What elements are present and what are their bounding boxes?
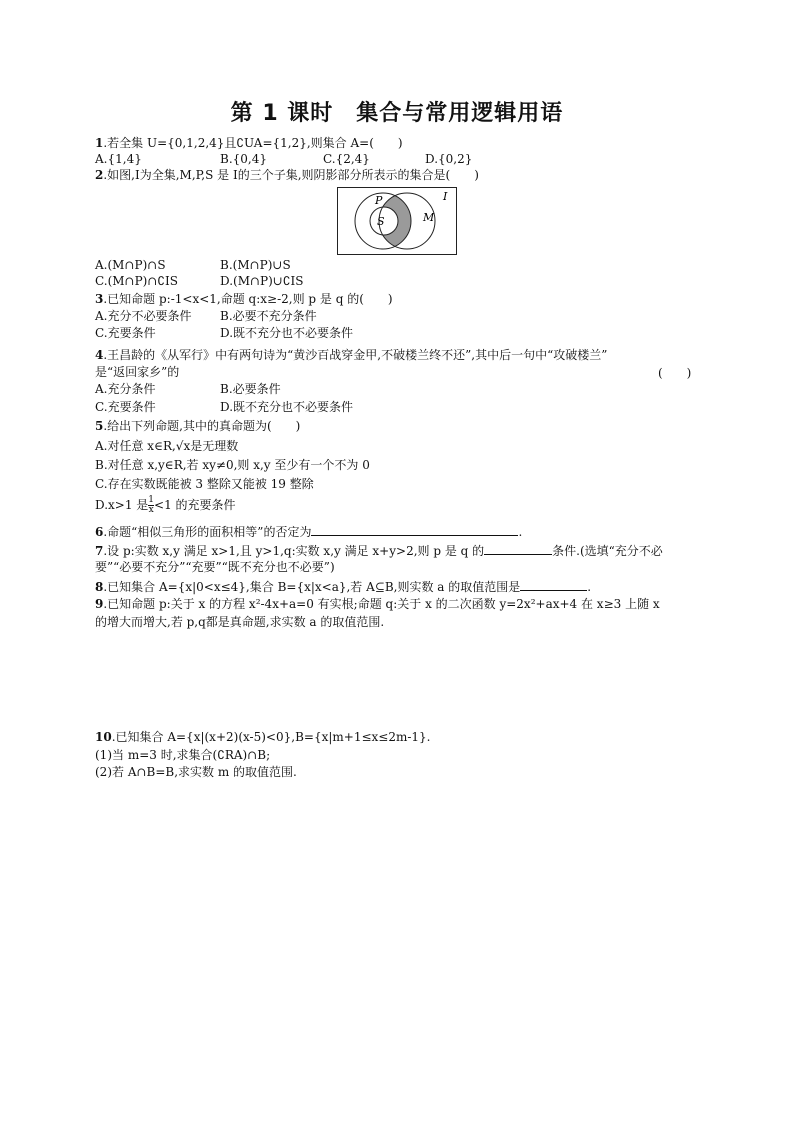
- option-b: B.对任意 x,y∈R,若 xy≠0,则 x,y 至少有一个不为 0: [95, 458, 370, 472]
- option-d-prefix: D.x>1 是: [95, 498, 149, 512]
- question-10-part-2: (2)若 A∩B=B,求实数 m 的取值范围.: [95, 765, 297, 779]
- label-s: S: [377, 215, 385, 228]
- option-c: C.充要条件: [95, 400, 156, 414]
- period: .: [518, 525, 523, 539]
- question-text: .给出下列命题,其中的真命题为( ): [103, 419, 301, 433]
- option-c: C.充要条件: [95, 326, 156, 340]
- option-a: A.{1,4}: [95, 152, 142, 166]
- question-number: 9: [95, 597, 104, 611]
- question-text: .王昌龄的《从军行》中有两句诗为“黄沙百战穿金甲,不破楼兰终不还”,其中后一句中“攻破楼兰”: [103, 348, 608, 362]
- question-number: 7: [95, 544, 104, 558]
- answer-blank[interactable]: [520, 578, 587, 591]
- label-i: I: [443, 190, 448, 203]
- option-d-suffix: <1 的充要条件: [154, 498, 236, 512]
- question-6: [95, 523, 522, 540]
- question-text: .若全集 U={0,1,2,4}且∁UA={1,2},则集合 A=( ): [103, 136, 403, 150]
- question-9: [95, 596, 660, 612]
- question-4-line-2: 是“返回家乡”的: [95, 365, 180, 379]
- question-number: 10: [95, 730, 112, 744]
- question-text: .命题“相似三角形的面积相等”的否定为: [103, 525, 312, 539]
- question-1: [95, 135, 403, 151]
- question-text-after: 条件.(选填“充分不必: [552, 544, 663, 558]
- question-10-part-1: (1)当 m=3 时,求集合(∁RA)∩B;: [95, 748, 271, 762]
- option-d: D.(M∩P)∪∁IS: [220, 274, 304, 288]
- question-text: .已知命题 p:关于 x 的方程 x²-4x+a=0 有实根;命题 q:关于 x 的二次函数 y=2x²+ax+4 在 x≥3 上随 x: [103, 597, 660, 611]
- question-7-line-2: 要”“必要不充分”“充要”“既不充分也不必要”): [95, 560, 335, 574]
- question-number: 3: [95, 292, 104, 306]
- question-number: 5: [95, 419, 104, 433]
- option-c: C.(M∩P)∩∁IS: [95, 274, 178, 288]
- question-text: .如图,I为全集,M,P,S 是 I的三个子集,则阴影部分所表示的集合是( ): [103, 168, 479, 182]
- option-a: A.充分不必要条件: [95, 309, 192, 323]
- option-c: C.{2,4}: [323, 152, 370, 166]
- venn-diagram: [337, 187, 457, 255]
- option-d: D.既不充分也不必要条件: [220, 326, 354, 340]
- question-8: [95, 578, 591, 595]
- question-text: .已知集合 A={x|0<x≤4},集合 B={x|x<a},若 A⊆B,则实数 a 的取值范围是: [103, 580, 521, 594]
- option-b: B.必要条件: [220, 382, 281, 396]
- question-number: 2: [95, 168, 104, 182]
- page-title: 第 1 课时 集合与常用逻辑用语: [230, 101, 564, 126]
- question-number: 6: [95, 525, 104, 539]
- question-number: 8: [95, 580, 104, 594]
- option-a: A.充分条件: [95, 382, 156, 396]
- period: .: [587, 580, 592, 594]
- option-b: B.(M∩P)∪S: [220, 258, 291, 272]
- label-m: M: [423, 211, 435, 224]
- question-10: [95, 729, 430, 745]
- question-number: 4: [95, 348, 104, 362]
- option-a: A.(M∩P)∩S: [95, 258, 166, 272]
- option-c: C.存在实数既能被 3 整除又能被 19 整除: [95, 477, 314, 491]
- answer-paren: ( ): [658, 366, 692, 380]
- question-3: [95, 291, 393, 307]
- question-9-line-2: 的增大而增大,若 p,q都是真命题,求实数 a 的取值范围.: [95, 615, 385, 629]
- question-text: .设 p:实数 x,y 满足 x>1,且 y>1,q:实数 x,y 满足 x+y>2,则 p 是 q 的: [103, 544, 485, 558]
- question-number: 1: [95, 136, 104, 150]
- option-b: B.{0,4}: [220, 152, 267, 166]
- fraction-denominator: x: [148, 505, 154, 515]
- answer-blank[interactable]: [484, 542, 552, 555]
- question-4: [95, 347, 607, 363]
- question-2: [95, 167, 479, 183]
- option-a: A.对任意 x∈R,√x是无理数: [95, 439, 239, 453]
- question-7: [95, 542, 663, 559]
- option-b: B.必要不充分条件: [220, 309, 317, 323]
- question-5: [95, 418, 300, 434]
- option-d: D.{0,2}: [425, 152, 473, 166]
- question-text: .已知集合 A={x|(x+2)(x-5)<0},B={x|m+1≤x≤2m-1}.: [111, 730, 431, 744]
- option-d: [95, 496, 236, 515]
- option-d: D.既不充分也不必要条件: [220, 400, 354, 414]
- answer-blank[interactable]: [311, 523, 518, 536]
- fraction-numerator: 1: [148, 495, 155, 505]
- question-text: .已知命题 p:-1<x<1,命题 q:x≥-2,则 p 是 q 的( ): [103, 292, 393, 306]
- label-p: P: [375, 194, 383, 207]
